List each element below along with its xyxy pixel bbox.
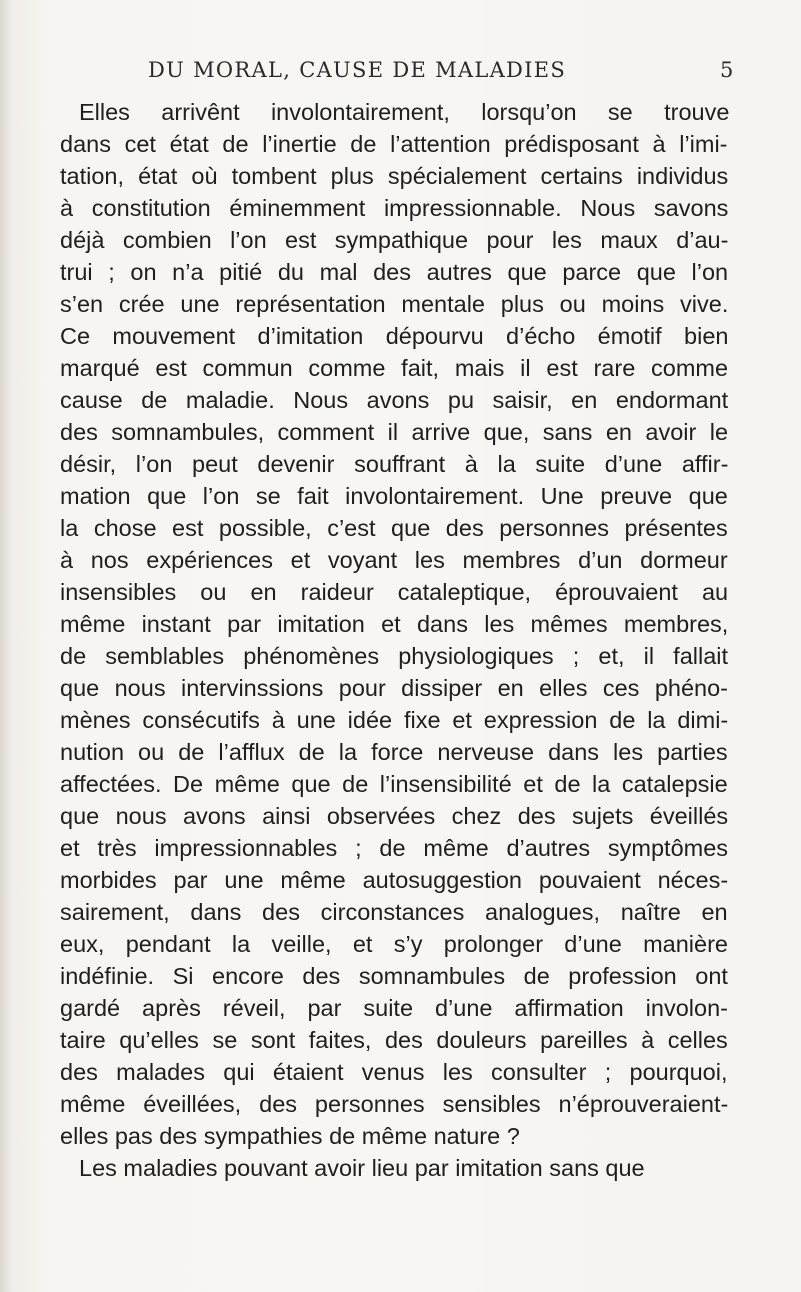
text-line: la chose est possible, c’est que des personnes présentes [60,515,728,541]
text-line: Elles arrivênt involontairement, lorsqu’on se trouve [79,99,730,125]
text-line: indéfinie. Si encore des somnambules de profession ont [60,963,728,989]
text-line: mènes consécutifs à une idée fixe et expression de la dimi- [60,707,729,733]
text-line: à nos expériences et voyant les membres d’un dormeur [60,547,728,573]
text-line: cause de maladie. Nous avons pu saisir, en endormant [60,387,729,413]
running-title: DU MORAL, CAUSE DE MALADIES [148,58,567,82]
text-line: même instant par imitation et dans les mêmes membres, [60,611,729,637]
gutter-shadow [0,0,12,1292]
text-line: que nous intervinssions pour dissiper en elles ces phéno- [60,675,728,701]
text-line: et très impressionnables ; de même d’autres symptômes [60,835,729,861]
text-line: Les maladies pouvant avoir lieu par imitation sans que [79,1155,645,1181]
text-line: taire qu’elles se sont faites, des douleurs pareilles à celles [60,1027,728,1053]
text-line: même éveillées, des personnes sensibles n’éprouveraient- [60,1091,729,1117]
text-line: sairement, dans des circonstances analogues, naître en [60,899,728,925]
text-line: gardé après réveil, par suite d’une affirmation involon- [60,995,728,1021]
page-number: 5 [720,58,734,82]
text-line: affectées. De même que de l’insensibilité et de la catalepsie [60,771,728,797]
text-line: insensibles ou en raideur cataleptique, éprouvaient au [60,579,729,605]
text-line: mation que l’on se fait involontairement. Une preuve que [60,483,728,509]
text-line: des somnambules, comment il arrive que, sans en avoir le [60,419,729,445]
text-line: de semblables phénomènes physiologiques ; et, il fallait [60,643,729,669]
text-line: désir, l’on peut devenir souffrant à la suite d’une affir- [60,451,729,477]
text-line: tation, état où tombent plus spécialement certains individus [60,163,729,189]
text-line: marqué est commun comme fait, mais il est rare comme [60,355,729,381]
text-line: dans cet état de l’inertie de l’attention prédisposant à l’imi- [60,131,728,157]
text-line: nution ou de l’afflux de la force nerveuse dans les parties [60,739,728,765]
text-line: eux, pendant la veille, et s’y prolonger d’une manière [60,931,728,957]
text-line: à constitution éminemment impressionnable. Nous savons [60,195,729,221]
text-line: morbides par une même autosuggestion pouvaient néces- [60,867,729,893]
text-line: s’en crée une représentation mentale plus ou moins vive. [60,291,729,317]
text-line: elles pas des sympathies de même nature ? [60,1123,520,1149]
text-line: des malades qui étaient venus les consulter ; pourquoi, [60,1059,728,1085]
text-line: Ce mouvement d’imitation dépourvu d’écho émotif bien [60,323,729,349]
text-line: déjà combien l’on est sympathique pour les maux d’au- [60,227,729,253]
text-line: trui ; on n’a pitié du mal des autres que parce que l’on [60,259,729,285]
text-line: que nous avons ainsi observées chez des sujets éveillés [60,803,729,829]
